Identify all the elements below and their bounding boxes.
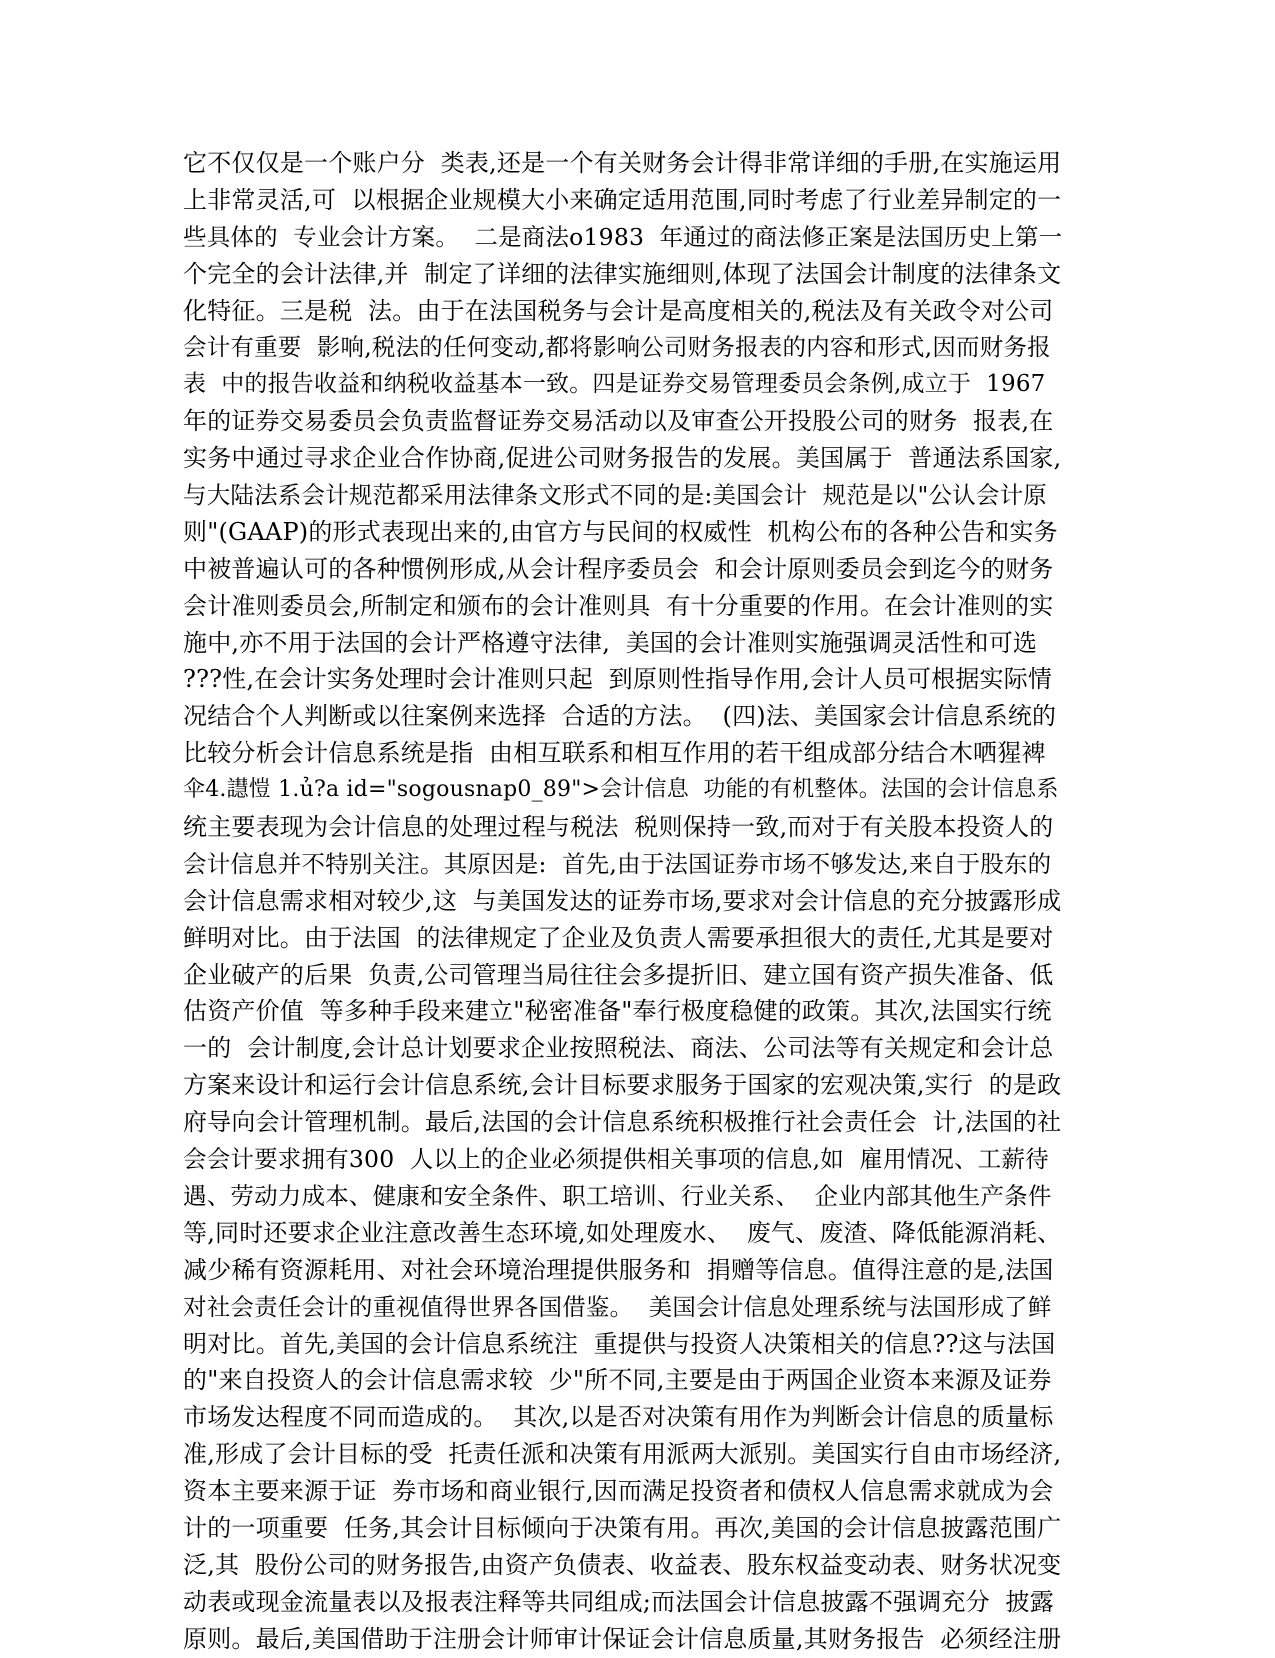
text-line: 动表或现金流量表以及报表注释等共同组成;而法国会计信息披露不强调充分 披露 [183,1587,1054,1616]
text-line: 会会计要求拥有300 人以上的企业必须提供相关事项的信息,如 雇用情况、工薪待 [183,1145,1049,1174]
text-line: 上非常灵活,可 以根据企业规模大小来确定适用范围,同时考虑了行业差异制定的一 [183,185,1062,214]
text-line: 会计信息并不特别关注。其原因是: 首先,由于法国证券市场不够发达,来自于股东的 [183,849,1052,878]
text-line: 原则。最后,美国借助于注册会计师审计保证会计信息质量,其财务报告 必须经注册 [183,1624,1062,1653]
text-line: 企业破产的后果 负责,公司管理当局往往会多提折旧、建立国有资产损失准备、低 [183,960,1054,989]
text-line: 年的证券交易委员会负责监督证券交易活动以及审查公开投股公司的财务 报表,在 [183,407,1054,436]
text-line: 的"来自投资人的会计信息需求较 少"所不同,主要是由于两国企业资本来源及证券 [183,1366,1052,1395]
text-line: 比较分析会计信息系统是指 由相互联系和相互作用的若干组成部分结合木哂猩裨 [183,739,1046,768]
text-line: 泛,其 股份公司的财务报告,由资产负债表、收益表、股东权益变动表、财务状况变 [183,1550,1062,1579]
text-line: 资本主要来源于证 券市场和商业银行,因而满足投资者和债权人信息需求就成为会 [183,1477,1054,1506]
text-line: 些具体的 专业会计方案。 二是商法o1983 年通过的商法修正案是法国历史上第一 [183,222,1063,251]
text-line: 方案来设计和运行会计信息系统,会计目标要求服务于国家的宏观决策,实行 的是政 [183,1071,1062,1100]
text-line: 施中,亦不用于法国的会计严格遵守法律, 美国的会计准则实施强调灵活性和可选 [183,628,1038,657]
text-line: 与大陆法系会计规范都采用法律条文形式不同的是:美国会计 规范是以"公认会计原 [183,481,1047,510]
text-line: 则"(GAAP)的形式表现出来的,由官方与民间的权威性 机构公布的各种公告和实务 [183,517,1058,546]
text-line: 个完全的会计法律,并 制定了详细的法律实施细则,体现了法国会计制度的法律条文 [183,259,1062,288]
text-line: 会计有重要 影响,税法的任何变动,都将影响公司财务报表的内容和形式,因而财务报 [183,333,1051,362]
text-line: 遇、劳动力成本、健康和安全条件、职工培训、行业关系、 企业内部其他生产条件 [183,1181,1052,1210]
text-line: 况结合个人判断或以往案例来选择 合适的方法。 (四)法、美国家会计信息系统的 [183,702,1057,731]
text-line: 它不仅仅是一个账户分 类表,还是一个有关财务会计得非常详细的手册,在实施运用 [183,149,1062,177]
text-line: 减少稀有资源耗用、对社会环境治理提供服务和 捐赠等信息。值得注意的是,法国 [183,1255,1054,1284]
text-line: 统主要表现为会计信息的处理过程与税法 税则保持一致,而对于有关股本投资人的 [183,813,1054,842]
text-line: 市场发达程度不同而造成的。 其次,以是否对决策有用作为判断会计信息的质量标 [183,1403,1054,1432]
text-line: 鲜明对比。由于法国 的法律规定了企业及负责人需要承担很大的责任,尤其是要对 [183,923,1054,952]
text-line: 中被普遍认可的各种惯例形成,从会计程序委员会 和会计原则委员会到迄今的财务 [183,554,1054,583]
text-line: 实务中通过寻求企业合作协商,促进公司财务报告的发展。美国属于 普通法系国家, [183,444,1062,473]
text-line: ???性,在会计实务处理时会计准则只起 到原则性指导作用,会计人员可根据实际情 [183,665,1053,694]
text-line: 等,同时还要求企业注意改善生态环境,如处理废水、 废气、废渣、降低能源消耗、 [183,1218,1062,1247]
text-line: 明对比。首先,美国的会计信息系统注 重提供与投资人决策相关的信息??这与法国 [183,1329,1056,1358]
text-line: 伞4.譿愷 1.ủ?a id="sogousnap0_89">会计信息 功能的有机整体。法国的会计信息系 [183,777,1059,803]
body-text [183,145,1063,1658]
text-line: 计的一项重要 任务,其会计目标倾向于决策有用。再次,美国的会计信息披露范围广 [183,1513,1062,1542]
text-line: 一的 会计制度,会计总计划要求企业按照税法、商法、公司法等有关规定和会计总 [183,1034,1054,1063]
text-line: 会计信息需求相对较少,这 与美国发达的证券市场,要求对会计信息的充分披露形成 [183,886,1062,915]
text-line: 会计准则委员会,所制定和颁布的会计准则具 有十分重要的作用。在会计准则的实 [183,591,1054,620]
text-line: 表 中的报告收益和纳税收益基本一致。四是证券交易管理委员会条例,成立于 1967 [183,371,1046,398]
text-line: 对社会责任会计的重视值得世界各国借鉴。 美国会计信息处理系统与法国形成了鲜 [183,1292,1052,1321]
text-line: 准,形成了会计目标的受 托责任派和决策有用派两大派别。美国实行自由市场经济, [183,1440,1062,1469]
text-line: 化特征。三是税 法。由于在法国税务与会计是高度相关的,税法及有关政令对公司 [183,296,1054,325]
text-line: 府导向会计管理机制。最后,法国的会计信息系统积极推行社会责任会 计,法国的社 [183,1108,1062,1137]
text-line: 估资产价值 等多种手段来建立"秘密准备"奉行极度稳健的政策。其次,法国实行统 [183,997,1052,1026]
